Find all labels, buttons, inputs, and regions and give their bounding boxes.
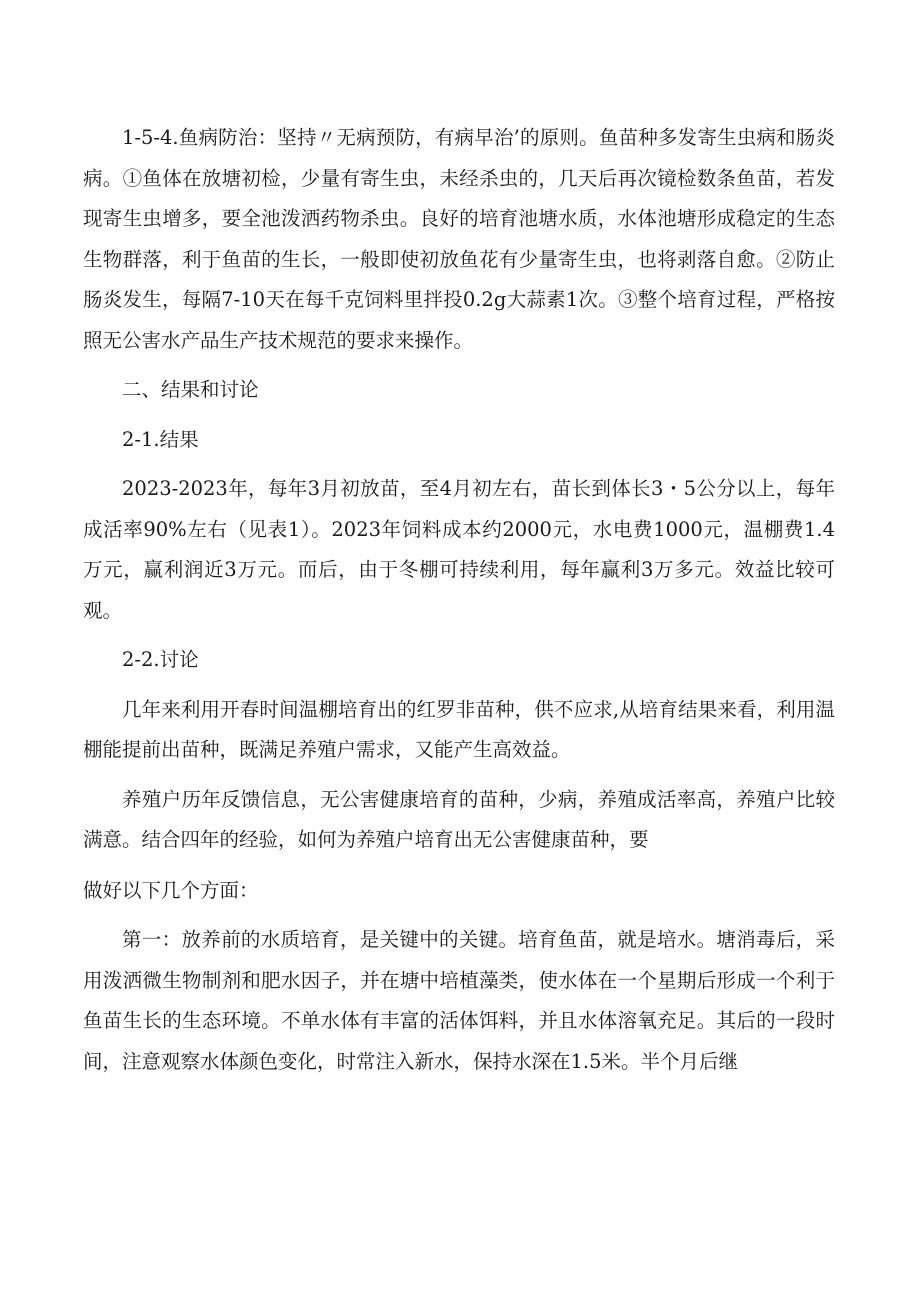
paragraph-water-quality: 第一：放养前的水质培育，是关键中的关键。培育鱼苗，就是培水。塘消毒后，采用泼洒微生物制剂和肥水因子，并在塘中培植藻类，使水体在一个星期后形成一个利于鱼苗生长的生态环境。不单水体有丰富的活体饵料，并且水体溶氧充足。其后的一段时间，注意观察水体颜色变化，时常注入新水，保持水深在1.5米。半个月后继 <box>83 928 835 1073</box>
subsection-heading-discussion: 2-2.讨论 <box>122 648 199 671</box>
document-page <box>83 118 835 1082</box>
subsection-heading-results: 2-1.结果 <box>122 427 199 451</box>
paragraph-discussion-2-continued: 做好以下几个方面： <box>83 878 259 902</box>
paragraph-disease-prevention: 1-5-4.鱼病防治：坚持〃无病预防，有病早治’的原则。鱼苗种多发寄生虫病和肠炎病。①鱼体在放塘初检，少量有寄生虫，未经杀虫的，几天后再次镜检数条鱼苗，若发现寄生虫增多，要全池泼洒药物杀虫。良好的培育池塘水质，水体池塘形成稳定的生态生物群落，利于鱼苗的生长，一般即使初放鱼花有少量寄生虫，也将剥落自愈。②防止肠炎发生，每隔7-10天在每千克饲料里拌投0.2g大蒜素1次。③整个培育过程，严格按照无公害水产品生产技术规范的要求来操作。 <box>83 126 835 352</box>
section-heading-results-discussion: 二、结果和讨论 <box>122 378 259 401</box>
paragraph-discussion-2: 养殖户历年反馈信息，无公害健康培育的苗种，少病，养殖成活率高，养殖户比较满意。结合四年的经验，如何为养殖户培育出无公害健康苗种，要 <box>83 787 835 851</box>
paragraph-discussion-1: 几年来利用开春时间温棚培育出的红罗非苗种，供不应求,从培育结果来看，利用温棚能提前出苗种，既满足养殖户需求，又能产生高效益。 <box>83 697 835 761</box>
paragraph-results: 2023-2023年，每年3月初放苗，至4月初左右，苗长到体长3・5公分以上，每年成活率90%左右（见表1）。2023年饲料成本约2000元，水电费1000元，温棚费1.4万元，赢利润近3万元。而后，由于冬棚可持续利用，每年赢利3万多元。效益比较可观。 <box>83 477 835 622</box>
